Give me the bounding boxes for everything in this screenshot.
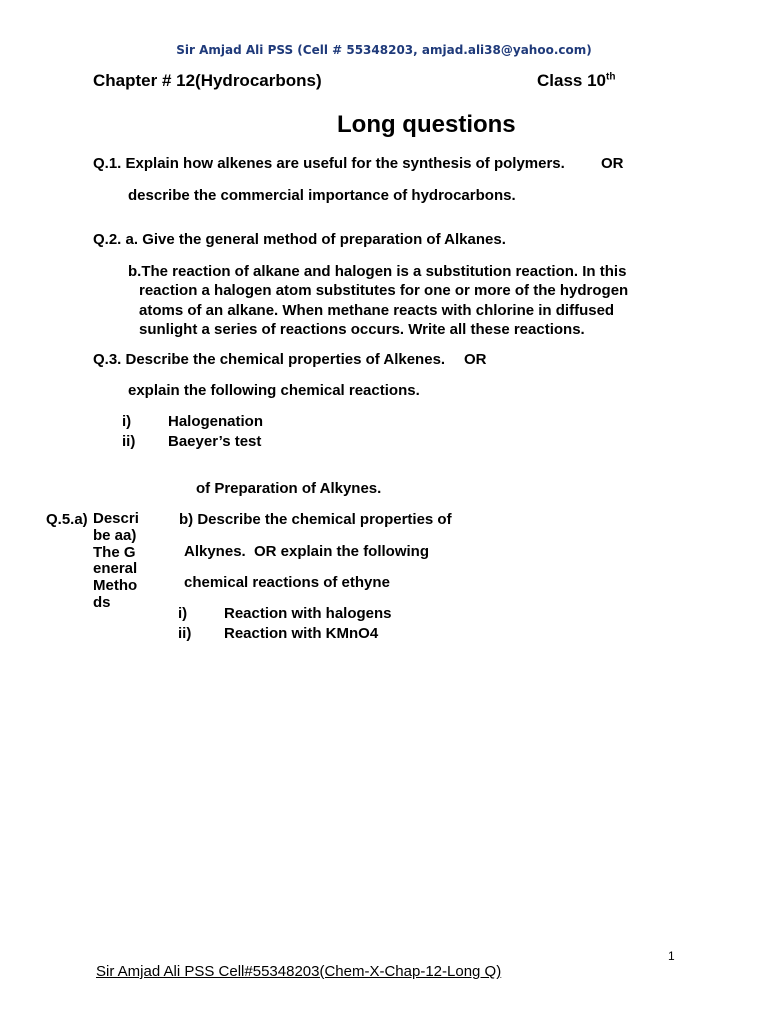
q3-item-label: Baeyer’s test — [168, 433, 262, 450]
q4-fragment: of Preparation of Alkynes. — [196, 480, 382, 497]
q5-item-num: i) — [178, 605, 188, 622]
q5-item-num: ii) — [178, 625, 192, 642]
q5-b-line2: Alkynes. — [184, 543, 246, 560]
q5-b-line3: chemical reactions of ethyne — [184, 574, 390, 591]
q5-item-label: Reaction with halogens — [224, 605, 392, 622]
class-label — [537, 71, 615, 91]
class-label-text: Class 10 — [537, 71, 606, 90]
q3-or: OR — [464, 351, 487, 368]
q2-a: Q.2. a. Give the general method of preparation of Alkanes. — [93, 231, 506, 248]
page-header: Sir Amjad Ali PSS (Cell # 55348203, amjad.ali38@yahoo.com) — [176, 43, 592, 57]
class-label-sup: th — [606, 71, 616, 83]
q5-item-label: Reaction with KMnO4 — [224, 625, 379, 642]
q3-text: Q.3. Describe the chemical properties of Alkenes. — [93, 351, 446, 368]
q5-b-line1: b) Describe the chemical properties of — [179, 511, 452, 528]
q5-label: Q.5.a) — [46, 511, 88, 528]
page-number: 1 — [668, 949, 675, 963]
page-title: Long questions — [337, 111, 516, 138]
q3-alt: explain the following chemical reactions. — [128, 382, 420, 399]
q3-item-num: i) — [122, 413, 132, 430]
q5-a-text: Describe aa)The General Methods — [93, 510, 139, 611]
q2-b-text: b.The reaction of alkane and halogen is a substitution reaction. In this reaction a halogen atom substitutes for one or more of the hydrogen atoms of an alkane. When methane reacts with chlorine in diffused sunlight a series of reactions occurs. Write all these reactions. — [128, 263, 629, 338]
chapter-title: Chapter # 12(Hydrocarbons) — [93, 71, 322, 90]
q1-alt: describe the commercial importance of hydrocarbons. — [128, 187, 516, 204]
page-footer: Sir Amjad Ali PSS Cell#55348203(Chem-X-Chap-12-Long Q) — [96, 963, 502, 980]
q3-item-num: ii) — [122, 433, 136, 450]
q1-text: Q.1. Explain how alkenes are useful for the synthesis of polymers. — [93, 155, 565, 172]
q5-b-or: OR explain the following — [254, 543, 430, 560]
q1-or: OR — [601, 155, 624, 172]
q2-b — [128, 262, 650, 339]
q3-item-label: Halogenation — [168, 413, 264, 430]
